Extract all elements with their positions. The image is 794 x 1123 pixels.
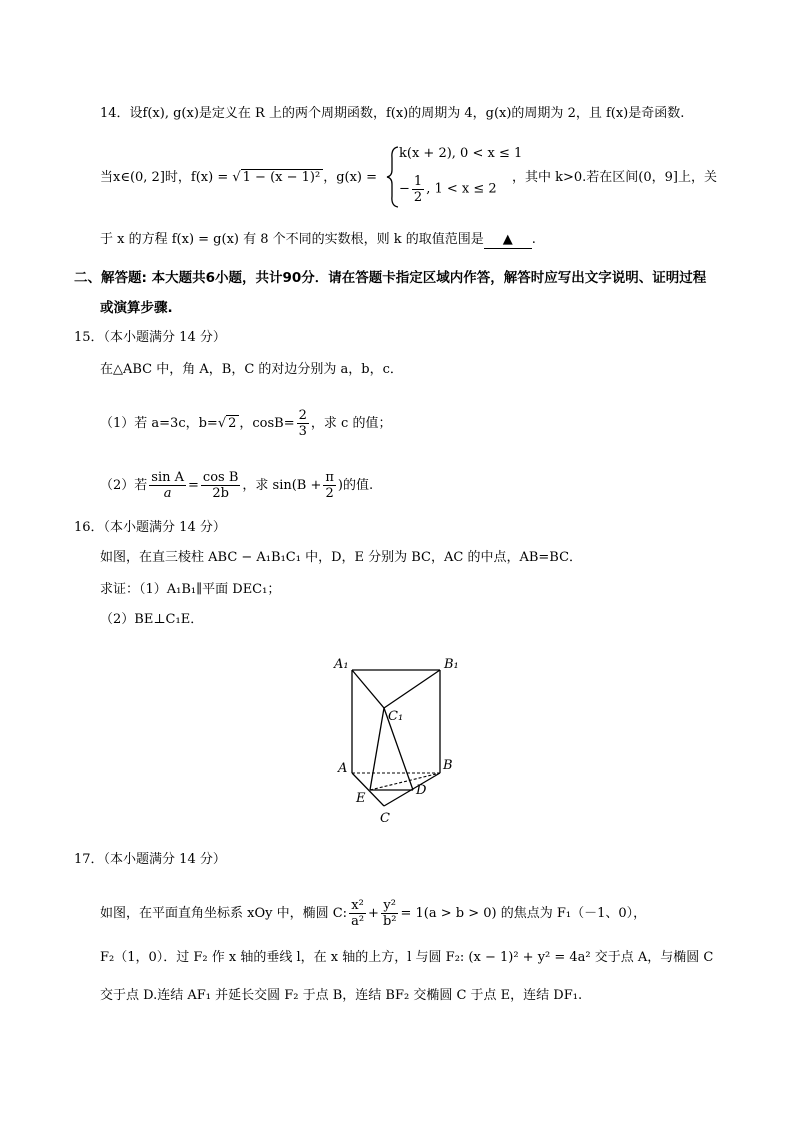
q17-line3: 交于点 D.连结 AF₁ 并延长交圆 F₂ 于点 B，连结 BF₂ 交椭圆 C 于点 E，连结 DF₁. <box>100 988 583 1003</box>
q17-text1a: 如图，在平面直角坐标系 xOy 中，椭圆 C: <box>100 906 348 921</box>
q17-x2: x² <box>349 898 366 914</box>
q15-p1-num: 2 <box>298 408 307 423</box>
q16-part1: 求证：（1）A₁B₁∥平面 DEC₁； <box>100 582 281 597</box>
q14-text2a: 当x∈(0, 2]时，f(x) = <box>100 170 233 185</box>
section2-line2: 或演算步骤. <box>100 300 173 316</box>
q15-p2-den1: a <box>163 486 172 501</box>
answer-blank: ▲ <box>484 232 532 249</box>
q15-p1-sqrt: 2 <box>226 415 239 431</box>
q15-p1-den: 3 <box>298 424 307 439</box>
label-D: D <box>416 783 427 798</box>
q15-p1-fraction <box>297 408 309 439</box>
q14-line3 <box>100 230 536 250</box>
q15-p2-frac2 <box>201 470 240 501</box>
q17-line2: F₂（1，0）．过 F₂ 作 x 轴的垂线 l，在 x 轴的上方，l 与圆 F₂: (x − 1)² + y² = 4a² 交于点 A，与椭圆 C <box>100 950 714 965</box>
section2-line1: 二、解答题: 本大题共6小题，共计90分．请在答题卡指定区域内作答，解答时应写出文字说明、证明过程 <box>74 270 707 286</box>
q17-plus: + <box>368 906 379 921</box>
q17-number: 17．（本小题满分 14 分） <box>74 852 226 867</box>
q15-p2-den2: 2b <box>212 486 229 501</box>
case2-rest: , 1 < x ≤ 2 <box>426 181 497 197</box>
label-B1: B₁ <box>444 657 459 672</box>
q15-p2-frac3 <box>323 470 336 501</box>
prism-diagram <box>328 648 478 828</box>
q15-p1a: （1）若 a=3c，b= <box>100 416 218 431</box>
q17-b2: b² <box>382 914 397 929</box>
q15-p1c: ，求 c 的值； <box>310 416 392 431</box>
q15-part2 <box>100 470 373 501</box>
q14-text3a: 于 x 的方程 f(x) = g(x) 有 8 个不同的实数根，则 k 的取值范围是 <box>100 232 484 247</box>
case2: − $\frac{1}{2}$ , 1 < x ≤ 2 <box>399 174 497 205</box>
q17-line1 <box>100 898 646 929</box>
label-A1: A₁ <box>334 657 349 672</box>
q14-line2 <box>100 168 377 188</box>
ellipse-y-fraction <box>381 898 399 929</box>
case2-num: 1 <box>413 174 423 189</box>
q16-stem: 如图，在直三棱柱 ABC − A₁B₁C₁ 中，D，E 分别为 BC，AC 的中点，AB=BC． <box>100 550 583 565</box>
q15-stem: 在△ABC 中，角 A，B，C 的对边分别为 a，b，c． <box>100 362 403 377</box>
label-B: B <box>443 758 453 773</box>
q15-p2-den3: 2 <box>325 486 334 501</box>
q17-a2: a² <box>351 914 365 929</box>
q14-line1 <box>100 104 684 124</box>
q15-number: 15．（本小题满分 14 分） <box>74 330 226 345</box>
label-C1: C₁ <box>388 709 404 724</box>
q15-p2-frac1 <box>149 470 186 501</box>
label-A: A <box>338 761 348 776</box>
q16-number: 16．（本小题满分 14 分） <box>74 520 226 535</box>
q15-p2-num1: sin A <box>151 470 185 485</box>
case2-fraction <box>412 174 424 205</box>
q15-p1b: ，cosB= <box>239 416 295 431</box>
q15-p2b: ，求 sin(B + <box>242 478 322 493</box>
case1: k(x + 2), 0 < x ≤ 1 <box>399 146 523 161</box>
q15-p2c: )的值. <box>337 478 374 493</box>
q15-p2-eq: = <box>188 478 199 493</box>
q16-part2: （2）BE⊥C₁E． <box>100 612 204 627</box>
label-E: E <box>356 791 366 806</box>
q14-text2b: ，g(x) = <box>323 170 378 185</box>
q17-y2: y² <box>381 898 399 914</box>
q14-number: 14． <box>100 106 130 121</box>
q15-p2-num3: π <box>325 470 334 485</box>
q15-part1: （1）若 a=3c，b=√ 2 ，cosB= $\frac{2}{3}$ ，求 c 的值； <box>100 408 392 439</box>
label-C: C <box>380 811 390 826</box>
q14-text1: 设f(x), g(x)是定义在 R 上的两个周期函数，f(x)的周期为 4，g(x)的周期为 2，且 f(x)是奇函数. <box>129 106 685 121</box>
q15-p2-num2: cos B <box>202 470 239 485</box>
q17-text1b: = 1(a > b > 0) 的焦点为 F₁（－1、0）， <box>400 906 647 921</box>
q14-text3b: . <box>531 232 536 247</box>
sqrt-radicand: 1 − (x − 1)² <box>241 169 324 185</box>
brace-icon <box>386 146 400 208</box>
case2-den: 2 <box>413 190 423 205</box>
q14-text2c: ，其中 k>0.若在区间(0，9]上，关 <box>512 170 717 185</box>
sqrt-expression: √ 1 − (x − 1)² <box>232 169 323 185</box>
piecewise-brace <box>386 146 400 212</box>
prism-figure <box>328 648 478 832</box>
ellipse-x-fraction <box>349 898 366 929</box>
q15-p2a: （2）若 <box>100 478 148 493</box>
